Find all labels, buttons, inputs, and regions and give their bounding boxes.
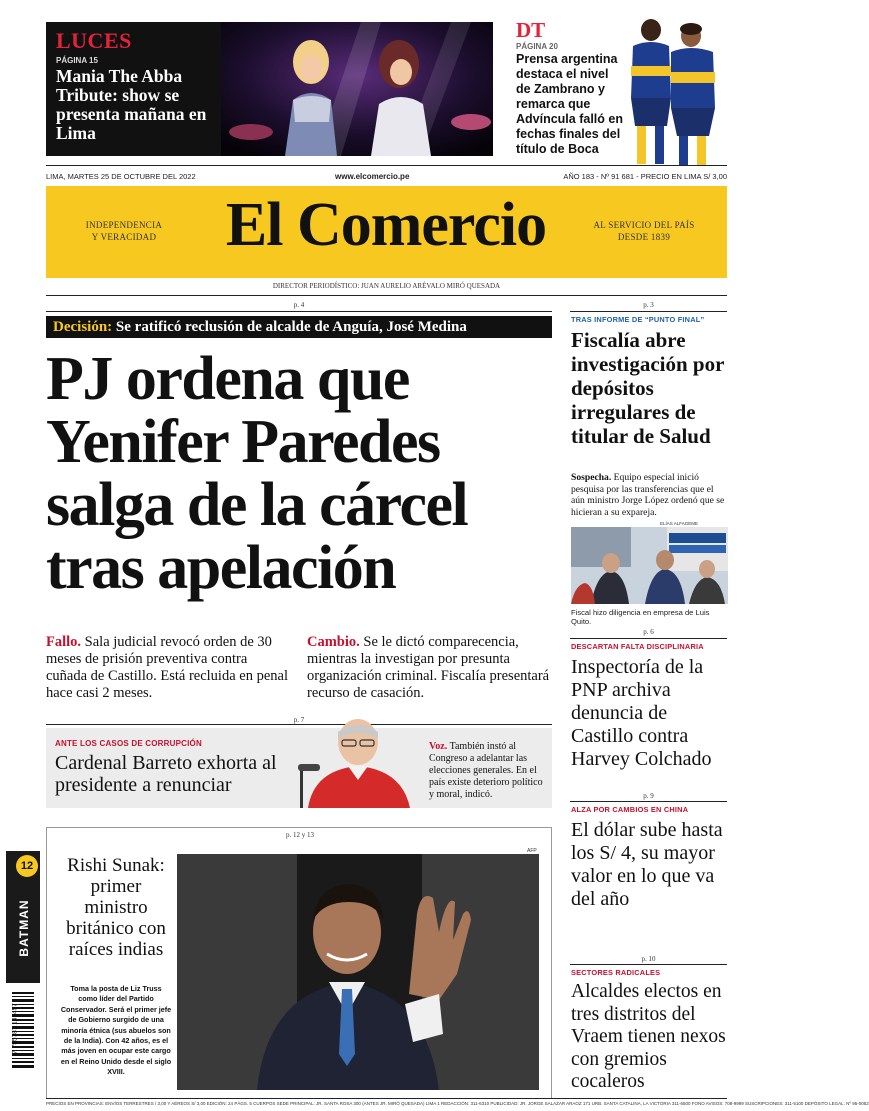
s1-photo-credit: ELÍAS ALFAGEME: [660, 521, 699, 526]
lead-headline-line4: tras apelación: [46, 534, 396, 602]
decision-bar[interactable]: [46, 316, 552, 338]
lead-headline-line2: Yenifer Paredes: [46, 408, 440, 476]
promo-section-tag: DT: [516, 18, 546, 42]
lede-label: Cambio.: [307, 634, 360, 650]
s1-kicker: TRAS INFORME DE “PUNTO FINAL”: [571, 315, 705, 324]
batman-label: BATMAN: [17, 899, 31, 957]
lede-text: Se le dictó comparecencia, mientras la investigan por presunta organización criminal. Fiscalía presentará recurso de casación.: [307, 634, 550, 701]
voz-label: Voz.: [429, 741, 448, 752]
motto-right-line1: AL SERVICIO DEL PAÍS: [593, 220, 695, 230]
s3-top-rule: [570, 801, 727, 802]
s1-caption: Fiscal hizo diligencia en empresa de Luis Quito.: [571, 608, 710, 626]
rishi-sunak-photo: [177, 854, 539, 1090]
promo-dt-panel[interactable]: [505, 16, 727, 166]
motto-right-line2: DESDE 1839: [617, 232, 671, 242]
lead-lede-fallo: [46, 634, 290, 702]
director-line: DIRECTOR PERIODÍSTICO: JUAN AURELIO ARÉVALO MIRÓ QUESADA: [272, 282, 501, 290]
s1-headline[interactable]: Fiscalía abre investigación por depósitos irregulares de titular de Salud: [571, 328, 725, 448]
lead-page-ref: p. 4: [293, 301, 305, 309]
barreto-top-rule: [46, 724, 552, 725]
batman-price: 12: [20, 860, 34, 872]
barreto-kicker: ANTE LOS CASOS DE CORRUPCIÓN: [55, 739, 202, 748]
lead-headline[interactable]: [46, 345, 556, 602]
sunak-photo-credit: AFP: [527, 848, 537, 854]
s3-headline[interactable]: El dólar sube hasta los S/ 4, su mayor valor en lo que va del año: [571, 819, 723, 910]
promo-page-ref: PÁGINA 20: [516, 42, 558, 51]
masthead-bar: [46, 186, 727, 278]
promo-page-ref: PÁGINA 15: [56, 56, 98, 65]
decision-text: Se ratificó reclusión de alcalde de Anguía, José Medina: [115, 319, 467, 335]
s1-page-ref: p. 3: [643, 301, 654, 309]
footer-info: PRECIOS EN PROVINCIAS: ENVÍOS TERRESTRES / 3,00 Y AÉREOS S/ 3,00 EDICIÓN: 24 PÁGS. 5 CUERPOS SEDE PRINCIPAL: JR. SANTA ROSA 300 (ANTES JR. MIRÓ QUESADA) LIMA 1 REDACCIÓN: 311-6310 PUBLICIDAD: JR. JORGE SALAZAR ARAOZ 171 URB. SANTA CATALINA, LA VICTORIA 311-6500 FONO AVISOS: 708-9999 SUSCRIPCIONES: 311-5100 DEPÓSITO LEGAL: Nº 95-0052: [46, 1101, 869, 1106]
lead-top-rule: [46, 311, 552, 312]
promo-luces-panel[interactable]: [46, 22, 493, 156]
s1-body-text: Equipo especial inició pesquisa por las transferencias que el aún ministro Jorge López ordenó que se hicieran a su expareja.: [571, 472, 725, 518]
dateline-date: LIMA, MARTES 25 DE OCTUBRE DEL 2022: [46, 172, 196, 181]
s1-body: [571, 472, 729, 518]
dateline-website[interactable]: www.elcomercio.pe: [335, 172, 410, 181]
s2-top-rule: [570, 638, 727, 639]
s2-page-ref: p. 6: [643, 628, 654, 636]
decision-label: Decisión:: [53, 319, 113, 335]
masthead-bottom-rule: [46, 295, 727, 296]
abba-tribute-photo: [221, 22, 493, 156]
sunak-page-ref: p. 12 y 13: [286, 831, 314, 839]
lead-headline-line1: PJ ordena que: [46, 345, 409, 413]
batman-promo[interactable]: [6, 851, 40, 983]
batman-price-badge: [16, 855, 38, 877]
s4-page-ref: p. 10: [641, 955, 656, 963]
s4-top-rule: [570, 964, 727, 965]
boca-players-photo: [609, 16, 729, 166]
dateline-top-rule: [46, 165, 727, 166]
s1-top-rule: [570, 311, 727, 312]
s4-headline[interactable]: Alcaldes electos en tres distritos del Vraem tienen nexos con gremios cocaleros: [571, 981, 726, 1092]
s3-kicker: ALZA POR CAMBIOS EN CHINA: [571, 805, 689, 814]
sunak-body: Toma la posta de Liz Truss como líder del Partido Conservador. Será el primer jefe de Gobierno surgido de una minoría étnica (sus abuelos son de la India). Con 42 años, es el más joven en ocupar este cargo en el Reino Unido desde el siglo XVIII.: [60, 984, 172, 1077]
barcode-number: 7 755787 141457: [11, 1003, 19, 1054]
motto-left-line2: Y VERACIDAD: [91, 232, 157, 242]
cardinal-barreto-photo: [300, 718, 418, 808]
sunak-headline[interactable]: Rishi Sunak: primer ministro británico con raíces indias: [66, 855, 166, 960]
lead-headline-line3: salga de la cárcel: [46, 471, 468, 539]
masthead-logo[interactable]: El Comercio: [225, 191, 547, 259]
promo-headline[interactable]: Prensa argentina destaca el nivel de Zambrano y remarca que Advíncula falló en fechas finales del título de Boca: [516, 52, 623, 156]
barreto-headline[interactable]: Cardenal Barreto exhorta al presidente a renunciar: [55, 752, 277, 796]
fiscalia-diligencia-photo: [571, 527, 728, 604]
s2-kicker: DESCARTAN FALTA DISCIPLINARIA: [571, 642, 704, 651]
s1-body-label: Sospecha.: [571, 472, 612, 483]
lede-label: Fallo.: [46, 634, 82, 650]
s2-headline[interactable]: Inspectoría de la PNP archiva denuncia de Castillo contra Harvey Colchado: [571, 656, 712, 770]
promo-headline[interactable]: Mania The Abba Tribute: show se presenta mañana en Lima: [56, 66, 207, 143]
lead-lede-cambio: [307, 634, 553, 702]
dateline-issue-price: AÑO 183 - Nº 91 681 - PRECIO EN LIMA S/ 3,00: [563, 172, 727, 181]
masthead-motto-right: [579, 219, 709, 243]
masthead-motto-left: [64, 219, 184, 243]
s4-kicker: SECTORES RADICALES: [571, 968, 661, 977]
s3-page-ref: p. 9: [643, 792, 654, 800]
lede-text: Sala judicial revocó orden de 30 meses de prisión preventiva contra cuñada de Castillo. Está recluida en penal hace casi 2 meses.: [46, 634, 288, 701]
sunak-frame[interactable]: [46, 827, 552, 1099]
barreto-box[interactable]: [46, 728, 552, 808]
barreto-page-ref: p. 7: [293, 716, 305, 724]
barreto-voz: [429, 741, 547, 801]
footer-rule: [46, 1098, 727, 1099]
promo-section-tag: LUCES: [56, 28, 132, 53]
voz-text: También instó al Congreso a adelantar las elecciones generales. En el país existe deterioro político y moral, indicó.: [429, 741, 543, 800]
motto-left-line1: INDEPENDENCIA: [85, 220, 163, 230]
